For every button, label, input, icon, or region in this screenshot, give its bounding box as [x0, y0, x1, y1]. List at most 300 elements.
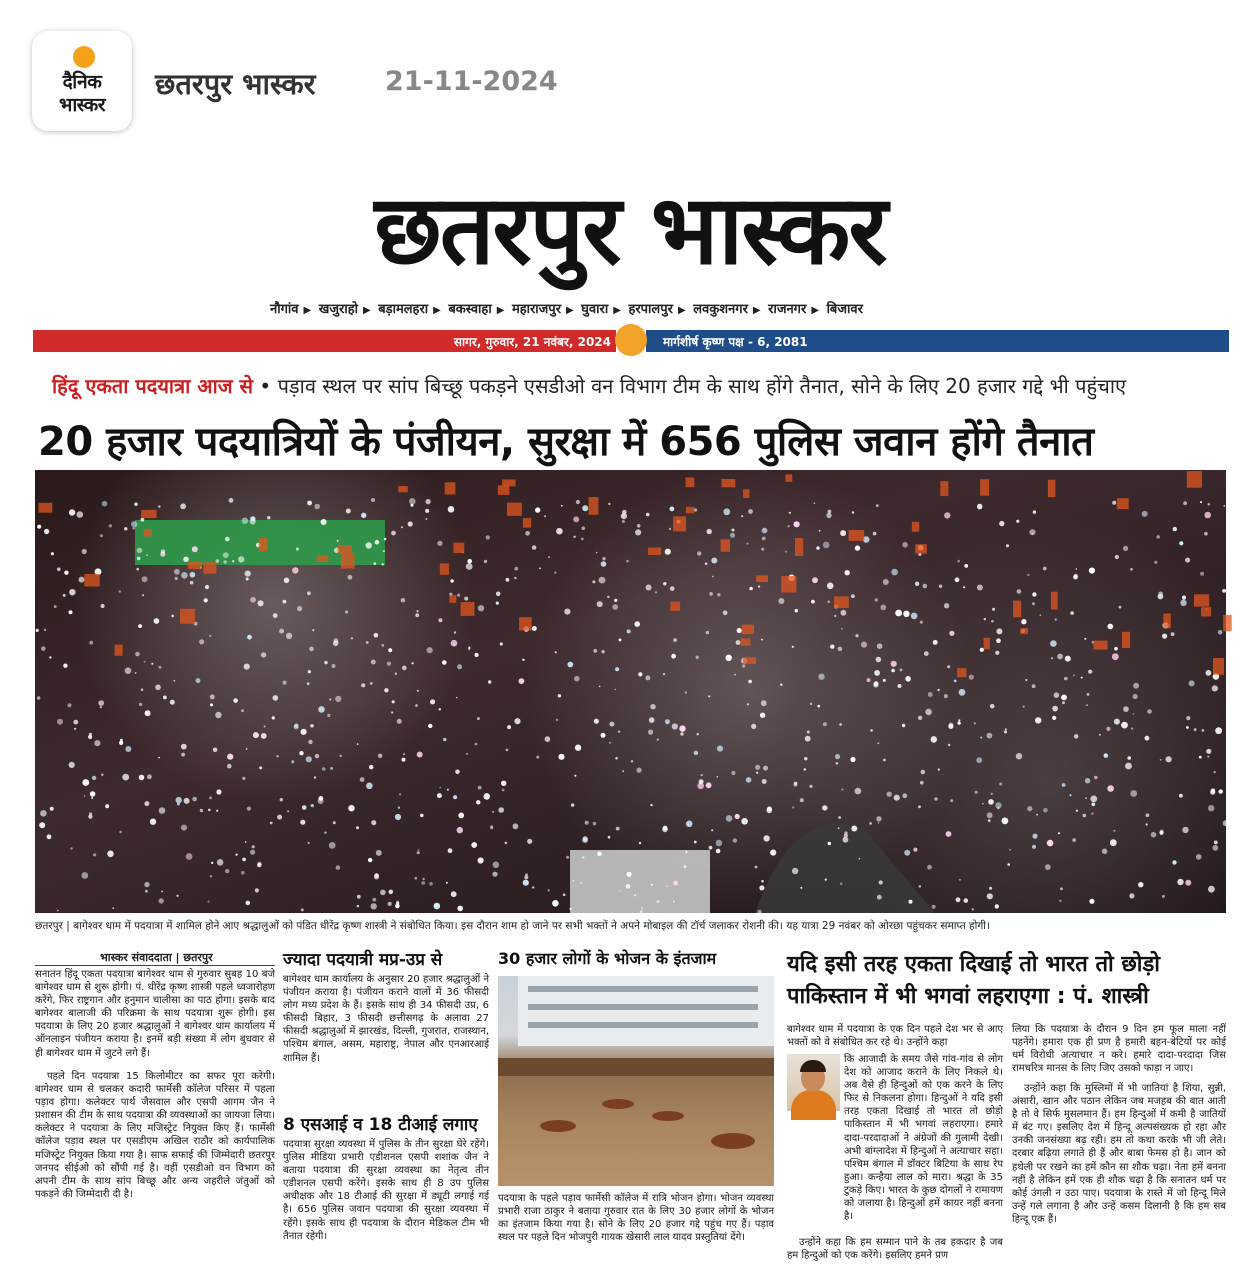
phone-light [527, 839, 532, 844]
phone-light [1092, 803, 1096, 807]
phone-light [415, 613, 419, 617]
saffron-flag [141, 510, 156, 518]
phone-light [51, 552, 54, 555]
phone-light [1200, 501, 1202, 503]
phone-light [192, 546, 198, 552]
phone-light [597, 852, 602, 857]
phone-light [762, 537, 766, 541]
phone-light [819, 530, 821, 532]
edition-title[interactable]: छतरपुर भास्कर [155, 67, 316, 101]
phone-light [302, 805, 307, 810]
phone-light [375, 540, 380, 545]
phone-light [615, 757, 617, 759]
phone-light [1009, 849, 1011, 851]
phone-light [631, 760, 633, 762]
phone-light [911, 613, 918, 620]
phone-light [247, 807, 251, 811]
phone-light [161, 549, 165, 553]
phone-light [1160, 759, 1162, 761]
phone-light [1043, 808, 1048, 813]
phone-light [261, 733, 267, 739]
phone-light [1157, 535, 1160, 538]
phone-light [1076, 810, 1078, 812]
phone-light [707, 529, 712, 534]
phone-light [759, 885, 764, 890]
edition-date[interactable]: 21-11-2024 [385, 66, 558, 97]
phone-light [135, 672, 137, 674]
phone-light [409, 498, 416, 505]
phone-light [292, 567, 298, 573]
phone-light [159, 807, 166, 814]
phone-light [957, 721, 960, 724]
col2-paragraph1: बागेश्वर धाम कार्यालय के अनुसार 20 हजार श्रद्धालुओं ने पंजीयन कराया है। पंजीयन कराने वालों में 36 फीसदी लोग मध्य प्रदेश के हैं। इसके साथ ही 34 फीसदी उप्र, 6 फीसदी बिहार, 3 फीसदी छत्तीसगढ़ के अलावा 27 फीसदी श्रद्धालुओं में झारखंड, दिल्ली, गुजरात, राजस्थान, पश्चिम बंगाल, असम, महाराष्ट्र, नेपाल और एनआरआई शामिल हैं। [283, 974, 489, 1064]
phone-light [876, 504, 879, 507]
phone-light [800, 887, 802, 889]
phone-light [154, 618, 160, 624]
phone-light [267, 516, 270, 519]
phone-light [381, 644, 384, 647]
phone-light [1166, 756, 1172, 762]
phone-light [673, 638, 677, 642]
phone-light [217, 859, 224, 866]
phone-light [1186, 716, 1190, 720]
phone-light [996, 638, 1001, 643]
phone-light [306, 756, 312, 762]
phone-light [792, 806, 794, 808]
phone-light [733, 838, 737, 842]
phone-light [138, 624, 142, 628]
phone-light [387, 662, 391, 666]
phone-light [867, 678, 871, 682]
phone-light [180, 503, 186, 509]
phone-light [741, 818, 748, 825]
phone-light [216, 810, 218, 812]
phone-light [225, 869, 229, 873]
phone-light [361, 683, 365, 687]
phone-light [1199, 756, 1202, 759]
phone-light [1055, 619, 1057, 621]
phone-light [1171, 632, 1175, 636]
phone-light [920, 781, 924, 785]
phone-light [408, 521, 413, 526]
phone-light [297, 606, 302, 611]
phone-light [575, 745, 581, 751]
saffron-flag [670, 602, 680, 611]
phone-light [451, 891, 457, 897]
phone-light [399, 793, 401, 795]
phone-light [395, 673, 397, 675]
phone-light [607, 596, 609, 598]
kicker-subhead: • पड़ाव स्थल पर सांप बिच्छू पकड़ने एसडीओ वन विभाग टीम के साथ होंगे तैनात, सोने के लिए 20 हजार गद्दे भी पहुंचाए [259, 374, 1127, 398]
phone-light [366, 641, 369, 644]
phone-light [582, 856, 584, 858]
phone-light [592, 580, 595, 583]
phone-light [296, 548, 299, 551]
city-item: खजुराहो [318, 302, 358, 317]
phone-light [545, 736, 551, 742]
phone-light [755, 866, 758, 869]
phone-light [1142, 511, 1148, 517]
phone-light [1179, 541, 1183, 545]
phone-light [597, 601, 603, 607]
phone-light [627, 872, 632, 877]
saffron-flag [498, 485, 510, 495]
phone-light [839, 723, 842, 726]
kicker-label: हिंदू एकता पदयात्रा आज से [52, 374, 254, 398]
phone-light [717, 746, 723, 752]
phone-light [475, 743, 478, 746]
phone-light [137, 557, 141, 561]
phone-light [91, 797, 93, 799]
phone-light [870, 729, 873, 732]
phone-light [891, 661, 897, 667]
phone-light [1123, 706, 1129, 712]
phone-light [1130, 568, 1133, 571]
phone-light [894, 795, 900, 801]
saffron-flag [1051, 592, 1058, 610]
phone-light [49, 656, 51, 658]
phone-light [919, 885, 922, 888]
phone-light [205, 585, 209, 589]
saffron-flag [1093, 641, 1107, 650]
phone-light [456, 697, 458, 699]
phone-light [196, 678, 201, 683]
phone-light [599, 577, 606, 584]
phone-light [144, 882, 149, 887]
phone-light [1107, 624, 1113, 630]
saffron-flag [502, 479, 515, 486]
hair [800, 1060, 826, 1072]
phone-light [245, 571, 251, 577]
phone-light [102, 501, 108, 507]
phone-light [476, 800, 480, 804]
phone-light [507, 725, 511, 729]
phone-light [136, 568, 139, 571]
phone-light [1173, 527, 1177, 531]
saffron-flag [1163, 614, 1170, 629]
phone-light [1211, 789, 1216, 794]
saffron-flag [743, 489, 749, 498]
phone-light [621, 513, 627, 519]
phone-light [855, 634, 858, 637]
phone-light [324, 661, 327, 664]
phone-light [955, 577, 960, 582]
phone-light [69, 509, 75, 515]
phone-light [428, 724, 432, 728]
phone-light [501, 781, 506, 786]
saffron-flag [984, 638, 990, 650]
saffron-flag [115, 645, 123, 656]
phone-light [307, 501, 312, 506]
dainik-bhaskar-logo[interactable] [32, 31, 132, 131]
phone-light [467, 559, 472, 564]
phone-light [233, 698, 238, 703]
sun-icon [615, 324, 647, 356]
building-floor [528, 986, 758, 992]
phone-light [273, 695, 279, 701]
phone-light [742, 664, 745, 667]
phone-light [555, 651, 557, 653]
phone-light [384, 538, 387, 541]
phone-light [731, 771, 735, 775]
phone-light [761, 639, 763, 641]
phone-light [880, 605, 886, 611]
phone-light [1206, 749, 1211, 754]
phone-light [1099, 734, 1101, 736]
phone-light [977, 585, 983, 591]
phone-light [392, 700, 395, 703]
cooking-pit [540, 1120, 576, 1132]
phone-light [663, 673, 665, 675]
phone-light [1058, 832, 1060, 834]
city-item: महाराजपुर [511, 302, 562, 317]
phone-light [669, 528, 671, 530]
phone-light [762, 528, 768, 534]
phone-light [496, 602, 499, 605]
phone-light [382, 563, 384, 565]
phone-light [283, 681, 287, 685]
phone-light [838, 647, 843, 652]
phone-light [1162, 634, 1167, 639]
saffron-flag [1020, 628, 1028, 634]
phone-light [308, 740, 312, 744]
phone-light [915, 582, 919, 586]
phone-light [573, 516, 579, 522]
phone-light [792, 646, 794, 648]
phone-light [357, 743, 359, 745]
phone-light [1089, 568, 1095, 574]
phone-light [340, 755, 342, 757]
phone-light [581, 538, 584, 541]
saffron-flag [203, 562, 216, 574]
phone-light [421, 881, 425, 885]
phone-light [301, 729, 307, 735]
phone-light [948, 724, 953, 729]
saffron-flag [519, 617, 532, 630]
col4-paragraph4: उन्होंने कहा कि मुस्लिमों में भी जातियां है शिया, सुन्नी, अंसारी, खान और पठान लेकिन जब मजहब की बात आती है तो वे सिर्फ मुसलमान हैं। हम हिन्दुओं में कमी है जातियों में बंट गए। इसलिए देश में हिन्दू अल्पसंख्यक हो रहा और उनकी जनसंख्या बढ़ रही। हम तो कथा करके भी जी लेते। दरबार बढ़िया लगाते ही हैं और बाबा फेमस हो है। जान को हथेली पर रखने का हमें कौन सा शौक चढ़ा। नेता हमें बनना नहीं है लेकिन हमें एक ही शौक चढ़ा है कि सनातन धर्म पर कोई उंगली न उठा पाए। पदयात्रा के रास्ते में जो हिन्दू मिले उन्हें गले लगाना है और उन्हें कसम दिलानी है कि हम सब हिन्दू एक हैं। [1012, 1083, 1226, 1225]
phone-light [40, 810, 47, 817]
phone-light [1070, 611, 1074, 615]
phone-light [878, 822, 880, 824]
phone-light [493, 862, 500, 869]
phone-light [1076, 568, 1078, 570]
phone-light [838, 816, 841, 819]
phone-light [944, 694, 948, 698]
phone-light [748, 509, 753, 514]
phone-light [609, 722, 614, 727]
phone-light [573, 880, 575, 882]
saffron-flag [686, 507, 694, 514]
phone-light [959, 879, 961, 881]
logo-line2: भास्कर [58, 94, 106, 116]
phone-light [599, 686, 601, 688]
phone-light [918, 716, 922, 720]
date-gregorian: सागर, गुरुवार, 21 नवंबर, 2024 [453, 335, 611, 349]
phone-light [478, 786, 482, 790]
phone-light [250, 516, 255, 521]
phone-light [213, 748, 218, 753]
phone-light [89, 733, 92, 736]
phone-light [368, 858, 372, 862]
phone-light [732, 529, 735, 532]
phone-light [376, 850, 382, 856]
phone-light [1074, 734, 1079, 739]
saffron-flag [341, 553, 355, 569]
col4-paragraph2: उन्होंने कहा कि हम सम्मान पाने के तब हकदार है जब हम हिन्दुओं को एक करेंगे। इसलिए हमने प्रण [787, 1237, 1003, 1262]
phone-light [925, 709, 932, 716]
phone-light [100, 534, 103, 537]
phone-light [371, 498, 375, 502]
phone-light [811, 600, 815, 604]
phone-light [1179, 794, 1183, 798]
phone-light [383, 550, 385, 552]
phone-light [823, 542, 830, 549]
city-item: नौगांव [270, 302, 299, 317]
phone-light [855, 545, 860, 550]
phone-light [315, 754, 319, 758]
phone-light [425, 518, 427, 520]
phone-light [823, 722, 827, 726]
phone-light [763, 835, 769, 841]
phone-light [215, 712, 221, 718]
city-item: लवकुशनगर [693, 302, 748, 317]
phone-light [291, 760, 294, 763]
phone-light [800, 798, 804, 802]
city-item: बकस्वाहा [448, 302, 492, 317]
phone-light [944, 603, 949, 608]
phone-light [145, 710, 151, 716]
phone-light [417, 752, 423, 758]
saffron-flag [1213, 658, 1224, 675]
phone-light [50, 807, 54, 811]
phone-light [944, 512, 950, 518]
phone-light [244, 664, 250, 670]
phone-light [596, 552, 598, 554]
phone-light [622, 770, 624, 772]
saffron-flag [453, 543, 464, 554]
building-floor [528, 1004, 758, 1010]
phone-light [98, 700, 104, 706]
phone-light [1021, 619, 1026, 624]
phone-light [246, 578, 249, 581]
phone-light [1133, 713, 1135, 715]
saffron-flag [786, 474, 793, 482]
saffron-flag [461, 602, 475, 616]
phone-light [209, 635, 211, 637]
phone-light [498, 807, 504, 813]
phone-light [1208, 503, 1210, 505]
phone-light [1050, 640, 1057, 647]
phone-light [227, 754, 233, 760]
phone-light [370, 682, 373, 685]
phone-light [1212, 845, 1218, 851]
phone-light [241, 709, 244, 712]
phone-light [905, 676, 911, 682]
phone-light [417, 851, 420, 854]
phone-light [946, 831, 952, 837]
phone-light [478, 857, 484, 863]
phone-light [758, 586, 760, 588]
phone-light [1172, 860, 1176, 864]
phone-light [735, 814, 740, 819]
phone-light [1006, 544, 1009, 547]
phone-light [84, 795, 86, 797]
phone-light [1047, 840, 1054, 847]
phone-light [717, 776, 719, 778]
phone-light [1215, 727, 1222, 734]
phone-light [937, 689, 939, 691]
phone-light [548, 556, 550, 558]
phone-light [990, 704, 995, 709]
phone-light [1130, 790, 1137, 797]
phone-light [1180, 600, 1186, 606]
phone-light [1004, 730, 1007, 733]
masthead-title: छतरपुर भास्कर [374, 174, 886, 286]
phone-light [709, 846, 713, 850]
saffron-flag [1013, 601, 1021, 618]
phone-light [161, 891, 163, 893]
phone-light [146, 554, 148, 556]
phone-light [361, 513, 366, 518]
phone-light [874, 681, 879, 686]
phone-light [685, 691, 687, 693]
saffron-flag [915, 544, 927, 554]
phone-light [954, 680, 957, 683]
phone-light [840, 530, 846, 536]
saffron-flag [84, 574, 99, 587]
phone-light [877, 895, 882, 900]
phone-light [210, 703, 213, 706]
phone-light [1146, 813, 1150, 817]
phone-light [284, 578, 290, 584]
phone-light [1032, 592, 1036, 596]
phone-light [1194, 728, 1197, 731]
arrow-icon: ▶ [566, 305, 574, 316]
phone-light [334, 638, 339, 643]
phone-light [496, 592, 501, 597]
phone-light [593, 649, 597, 653]
phone-light [374, 874, 379, 879]
city-item: बिजावर [826, 302, 863, 317]
crowd-photo [35, 470, 1226, 913]
phone-light [948, 744, 950, 746]
phone-light [134, 503, 137, 506]
phone-light [380, 890, 386, 896]
phone-light [208, 901, 210, 903]
phone-light [688, 824, 690, 826]
phone-light [447, 789, 449, 791]
phone-light [1115, 555, 1119, 559]
phone-light [723, 508, 730, 515]
col4-paragraph3: लिया कि पदयात्रा के दौरान 9 दिन हम फूल माला नहीं पहनेंगे। हमारा एक ही प्रण है हमारी बहन-बेटियों पर कोई धर्म विरोधी अत्याचार न करे। हमारे दादा-परदादा जिस रामचरित्र मानस के लिए जिए उसको फाड़ा न जाए। [1012, 1024, 1226, 1075]
phone-light [569, 908, 571, 910]
phone-light [337, 540, 339, 542]
saffron-flag [445, 482, 456, 494]
phone-light [227, 764, 232, 769]
phone-light [1223, 820, 1229, 826]
phone-light [616, 827, 620, 831]
phone-light [264, 726, 266, 728]
phone-light [199, 639, 204, 644]
phone-light [634, 621, 640, 627]
phone-light [845, 570, 850, 575]
phone-light [79, 577, 85, 583]
phone-light [535, 507, 540, 512]
phone-light [1214, 771, 1216, 773]
phone-light [101, 774, 103, 776]
phone-light [81, 872, 88, 879]
phone-light [324, 832, 326, 834]
